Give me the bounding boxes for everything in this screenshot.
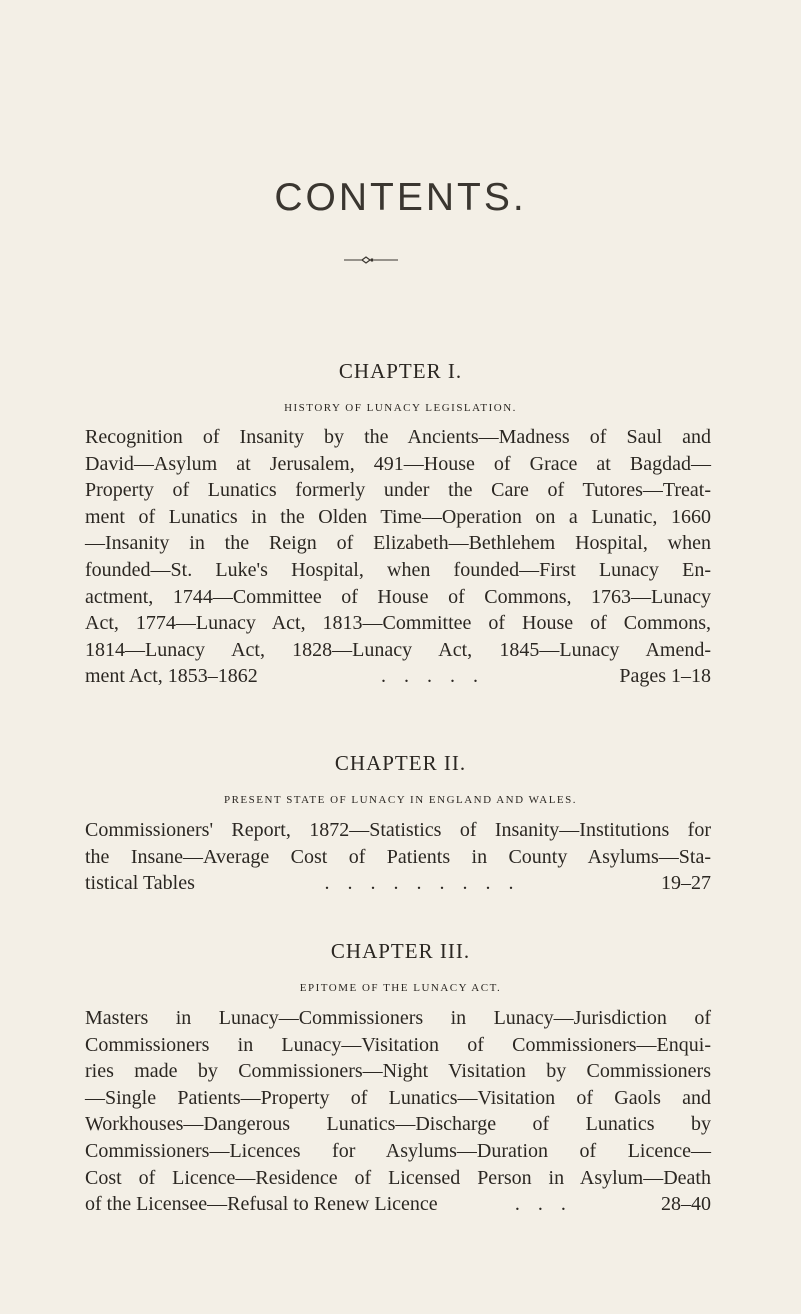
summary-line: Masters in Lunacy—Commissioners in Lunacy—Jurisdiction of	[85, 1007, 711, 1029]
chapter-3-heading: CHAPTER III.	[330, 939, 471, 963]
chapter-2-summary	[85, 817, 711, 897]
dot-leader: ...	[514, 1193, 584, 1216]
summary-line: tistical Tables	[85, 872, 195, 895]
summary-line: of the Licensee—Refusal to Renew Licence	[85, 1193, 438, 1216]
chapter-1-summary	[85, 424, 711, 690]
summary-line: Commissioners in Lunacy—Visitation of Commissioners—Enqui-	[85, 1033, 711, 1056]
summary-line: the Insane—Average Cost of Patients in County Asylums—Sta-	[85, 845, 711, 868]
summary-line: —Single Patients—Property of Lunatics—Visitation of Gaols and	[85, 1086, 711, 1109]
summary-line: ment Act, 1853–1862	[85, 665, 258, 688]
summary-line: actment, 1744—Committee of House of Commons, 1763—Lunacy	[85, 585, 711, 608]
summary-line: Commissioners—Licences for Asylums—Duration of Licence—	[85, 1139, 711, 1162]
page-range: 28–40	[661, 1193, 711, 1216]
page-title: CONTENTS.	[274, 176, 527, 219]
chapter-3-summary	[85, 1005, 711, 1218]
ornament-divider-icon	[344, 255, 398, 265]
summary-line: Property of Lunatics formerly under the Care of Tutores—Treat-	[85, 479, 711, 502]
chapter-2-page-row	[85, 870, 711, 897]
summary-line: Commissioners' Report, 1872—Statistics of Insanity—Institutions for	[85, 819, 711, 841]
chapter-1-heading: CHAPTER I.	[338, 359, 463, 383]
summary-line: ment of Lunatics in the Olden Time—Operation on a Lunatic, 1660	[85, 505, 711, 528]
summary-line: founded—St. Luke's Hospital, when founded—First Lunacy En-	[85, 558, 711, 581]
dot-leader: .........	[324, 872, 532, 895]
summary-line: Workhouses—Dangerous Lunatics—Discharge of Lunatics by	[85, 1113, 711, 1136]
summary-line: Cost of Licence—Residence of Licensed Person in Asylum—Death	[85, 1166, 711, 1189]
summary-line: Recognition of Insanity by the Ancients—Madness of Saul and	[85, 426, 711, 448]
summary-line: ries made by Commissioners—Night Visitation by Commissioners	[85, 1060, 711, 1083]
dot-leader: .....	[381, 665, 497, 688]
chapter-2-subtitle: PRESENT STATE OF LUNACY IN ENGLAND AND WALES.	[223, 794, 578, 806]
page-range: 19–27	[661, 872, 711, 895]
page-range: Pages 1–18	[619, 665, 711, 688]
summary-line: 1814—Lunacy Act, 1828—Lunacy Act, 1845—Lunacy Amend-	[85, 638, 711, 661]
chapter-1-subtitle: HISTORY OF LUNACY LEGISLATION.	[284, 402, 517, 414]
summary-line: Act, 1774—Lunacy Act, 1813—Committee of House of Commons,	[85, 612, 711, 635]
summary-line: David—Asylum at Jerusalem, 491—House of Grace at Bagdad—	[85, 452, 711, 475]
chapter-3-page-row	[85, 1191, 711, 1218]
summary-line: —Insanity in the Reign of Elizabeth—Bethlehem Hospital, when	[85, 532, 711, 555]
chapter-2-heading: CHAPTER II.	[334, 751, 467, 775]
chapter-3-subtitle: EPITOME OF THE LUNACY ACT.	[299, 982, 502, 994]
chapter-1-page-row	[85, 663, 711, 690]
